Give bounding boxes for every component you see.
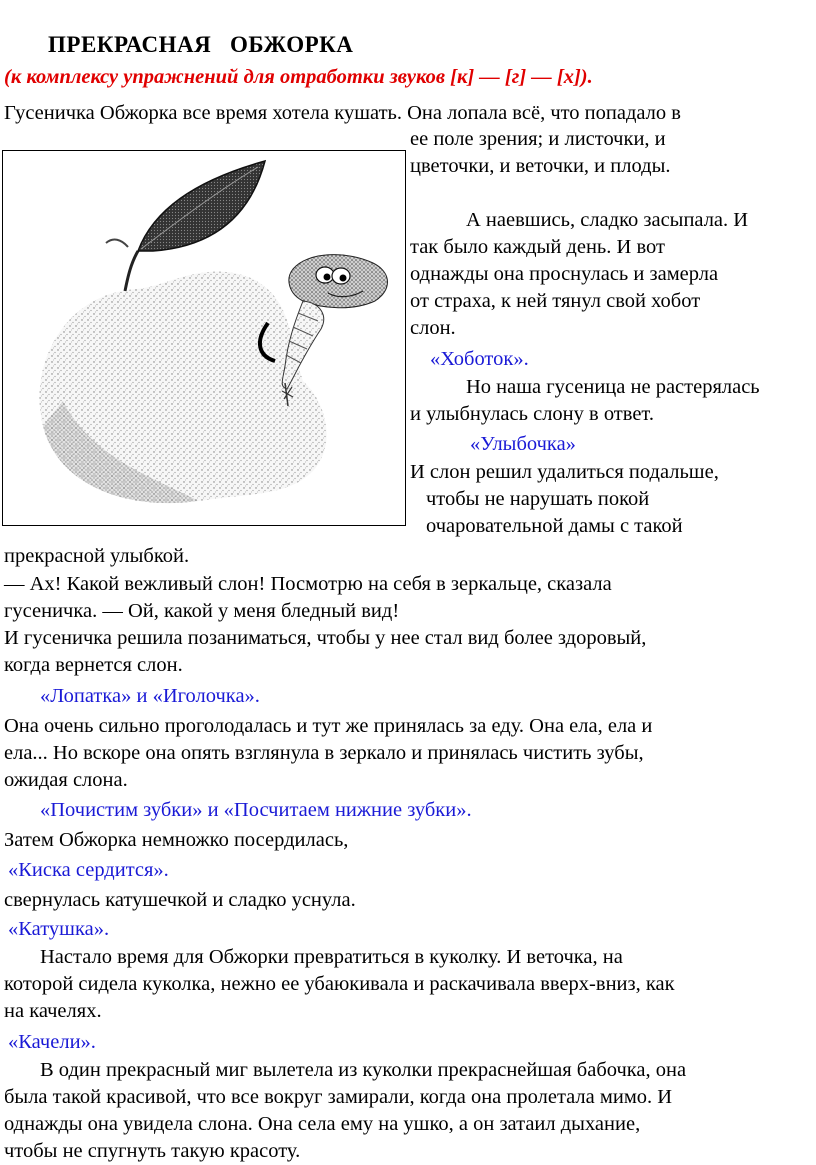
text-line: и улыбнулась слону в ответ. — [410, 403, 654, 425]
text-line: ее поле зрения; и листочки, и — [410, 128, 666, 150]
text-line: И слон решил удалиться подальше, — [410, 461, 719, 483]
text-line: была такой красивой, что все вокруг замирали, когда она пролетала мимо. И — [4, 1086, 673, 1108]
page-subtitle: (к комплексу упражнений для отработки звуков [к] — [г] — [х]). — [4, 66, 593, 88]
text-line: свернулась катушечкой и сладко уснула. — [4, 889, 356, 911]
exercise-name: «Катушка». — [8, 918, 110, 940]
caterpillar-apple-illustration — [2, 150, 406, 526]
text-line: — Ах! Какой вежливый слон! Посмотрю на себя в зеркальце, сказала — [4, 573, 612, 595]
text-line: гусеничка. — Ой, какой у меня бледный вид! — [4, 600, 400, 622]
text-line: Гусеничка Обжорка все время хотела кушать. Она лопала всё, что попадало в — [4, 102, 681, 124]
text-line: чтобы не спугнуть такую красоту. — [4, 1140, 301, 1162]
text-line: Затем Обжорка немножко посердилась, — [4, 829, 349, 851]
text-line: однажды она увидела слона. Она села ему на ушко, а он затаил дыхание, — [4, 1113, 641, 1135]
text-line: ела... Но вскоре она опять взглянула в зеркало и принялась чистить зубы, — [4, 742, 644, 764]
exercise-name: «Хоботок». — [430, 348, 529, 370]
text-line: от страха, к ней тянул свой хобот — [410, 290, 701, 312]
text-line: так было каждый день. И вот — [410, 236, 665, 258]
exercise-name: «Улыбочка» — [470, 433, 576, 455]
exercise-name: «Качели». — [8, 1031, 96, 1053]
text-line: Но наша гусеница не растерялась — [466, 376, 760, 398]
text-line: которой сидела куколка, нежно ее убаюкивала и раскачивала вверх-вниз, как — [4, 973, 675, 995]
text-line: прекрасной улыбкой. — [4, 545, 190, 567]
text-line: И гусеничка решила позаниматься, чтобы у нее стал вид более здоровый, — [4, 627, 647, 649]
text-line: цветочки, и веточки, и плоды. — [410, 155, 671, 177]
text-line: чтобы не нарушать покой — [426, 488, 650, 510]
text-line: А наевшись, сладко засыпала. И — [466, 209, 749, 231]
text-line: однажды она проснулась и замерла — [410, 263, 719, 285]
text-line: ожидая слона. — [4, 769, 128, 791]
text-line: В один прекрасный миг вылетела из куколки прекраснейшая бабочка, она — [40, 1059, 687, 1081]
text-line: Настало время для Обжорки превратиться в куколку. И веточка, на — [40, 946, 623, 968]
text-line: слон. — [410, 317, 456, 339]
exercise-name: «Киска сердится». — [8, 859, 169, 881]
exercise-name: «Лопатка» и «Иголочка». — [40, 685, 260, 707]
text-line: на качелях. — [4, 1000, 102, 1022]
text-line: когда вернется слон. — [4, 654, 183, 676]
text-line: Она очень сильно проголодалась и тут же принялась за еду. Она ела, ела и — [4, 715, 653, 737]
exercise-name: «Почистим зубки» и «Посчитаем нижние зубки». — [40, 799, 472, 821]
text-line: очаровательной дамы с такой — [426, 515, 683, 537]
page-title: ПРЕКРАСНАЯ ОБЖОРКА — [48, 32, 354, 57]
caterpillar-apple-picture — [3, 151, 404, 524]
